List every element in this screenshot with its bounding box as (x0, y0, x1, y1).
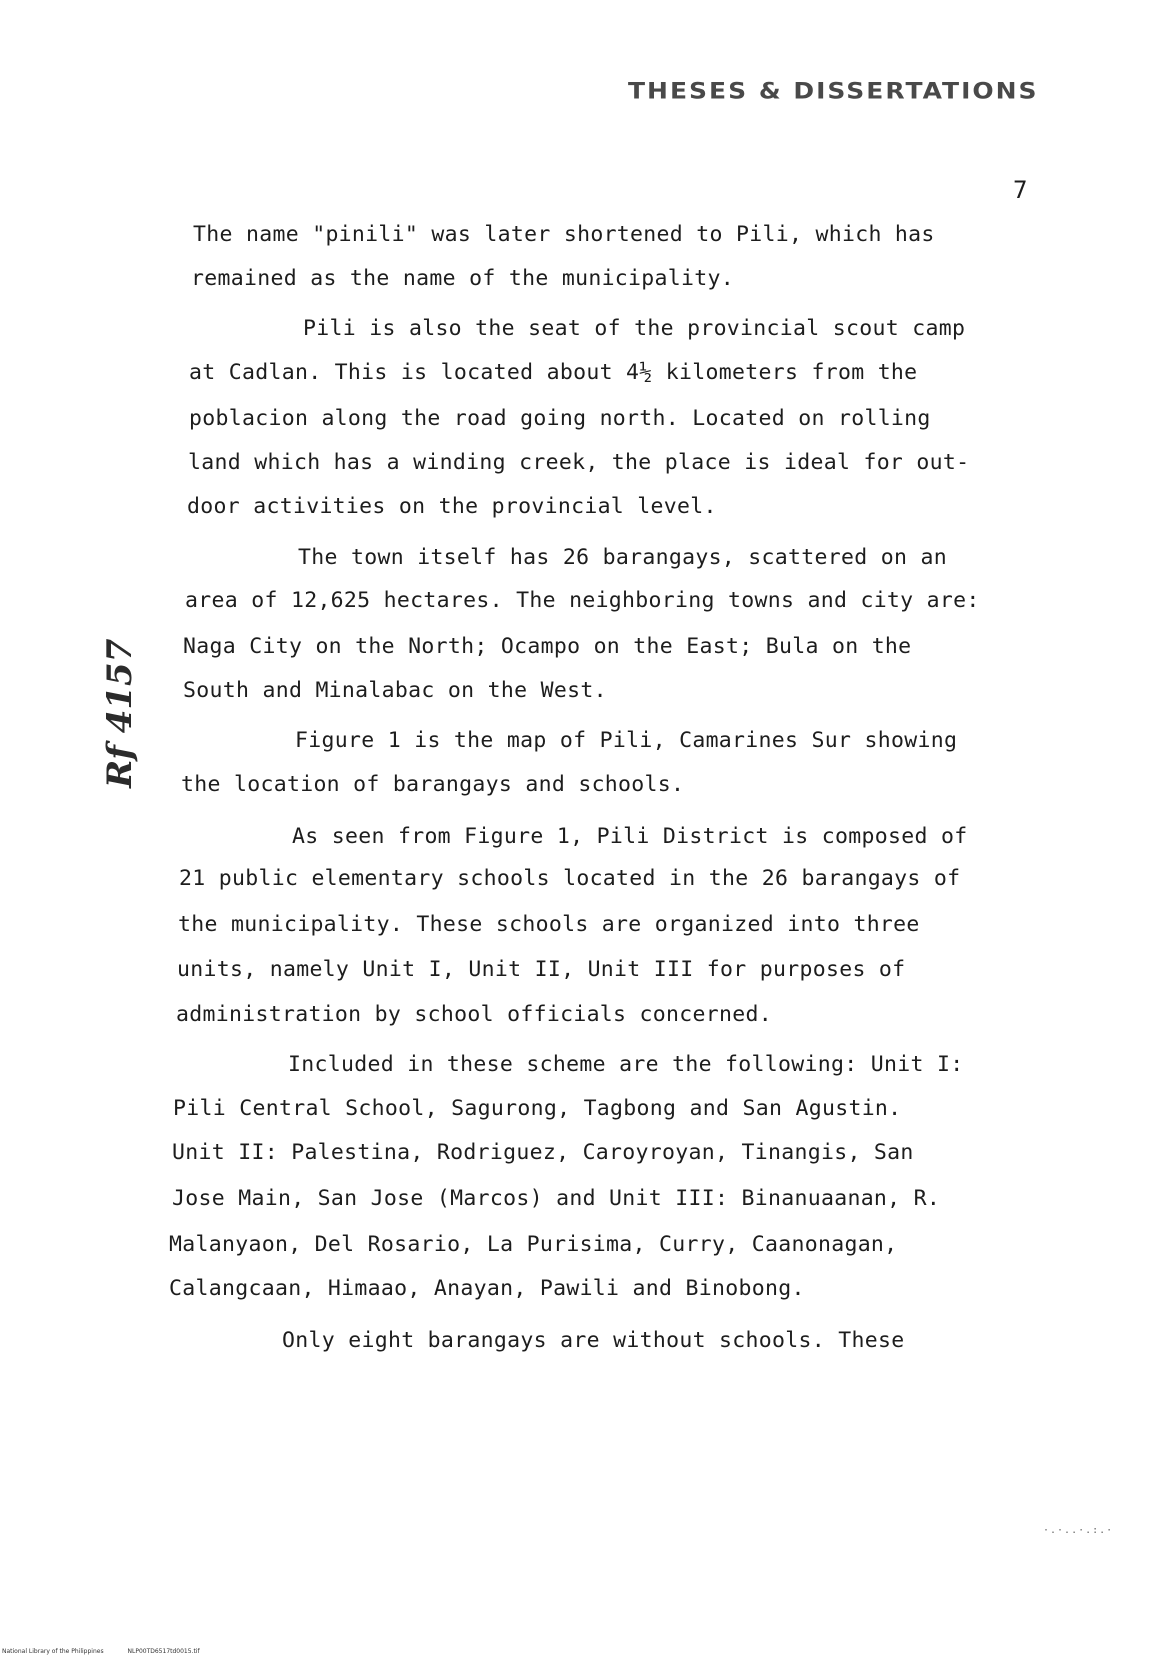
text-line: administration by school officials concerned. (176, 1002, 772, 1027)
scan-footer (2, 1648, 222, 1655)
text-line: door activities on the provincial level. (187, 494, 717, 519)
text-line: Pili is also the seat of the provincial scout camp (303, 316, 966, 341)
text-line: remained as the name of the municipality. (191, 266, 735, 291)
text-line: Naga City on the North; Ocampo on the East; Bula on the (183, 634, 912, 659)
text-line: land which has a winding creek, the place is ideal for out- (188, 450, 970, 475)
text-line: at Cadlan. This is located about 4½ kilometers from the (189, 360, 918, 385)
text-line: Pili Central School, Sagurong, Tagbong and San Agustin. (173, 1096, 902, 1121)
text-line: Calangcaan, Himaao, Anayan, Pawili and Binobong. (169, 1276, 805, 1301)
text-line: The name "pinili" was later shortened to Pili, which has (193, 222, 935, 247)
text-line: the municipality. These schools are organized into three (178, 912, 920, 937)
text-line: 21 public elementary schools located in the 26 barangays of (179, 866, 961, 891)
text-line: units, namely Unit I, Unit II, Unit III for purposes of (177, 957, 906, 982)
text-line: Jose Main, San Jose (Marcos) and Unit III: Binanuaanan, R. (172, 1186, 941, 1211)
text-line: the location of barangays and schools. (181, 772, 685, 797)
text-line: South and Minalabac on the West. (183, 678, 607, 703)
accession-number-handwritten (92, 638, 142, 788)
scan-speckle-decoration: ·.·..·.:.· (1043, 1525, 1114, 1536)
page-number: 7 (1013, 176, 1028, 204)
accession-number-text: Rf 4157 (100, 638, 140, 788)
text-line: As seen from Figure 1, Pili District is composed of (292, 824, 968, 849)
text-line: Only eight barangays are without schools. These (282, 1328, 905, 1353)
text-line: poblacion along the road going north. Located on rolling (189, 406, 931, 431)
text-line: The town itself has 26 barangays, scattered on an (298, 545, 947, 570)
text-line: Included in these scheme are the following: Unit I: (288, 1052, 964, 1077)
footer-file-name: NLP00TD6517td0015.tif (127, 1648, 200, 1655)
text-line: Malanyaon, Del Rosario, La Purisima, Curry, Caanonagan, (169, 1232, 898, 1257)
text-line: area of 12,625 hectares. The neighboring towns and city are: (185, 588, 980, 613)
text-line: Unit II: Palestina, Rodriguez, Caroyroyan, Tinangis, San (172, 1140, 914, 1165)
archive-stamp: THESES & DISSERTATIONS (628, 78, 1039, 105)
text-line: Figure 1 is the map of Pili, Camarines Sur showing (295, 728, 958, 753)
footer-library-name: National Library of the Philippines (2, 1648, 104, 1655)
